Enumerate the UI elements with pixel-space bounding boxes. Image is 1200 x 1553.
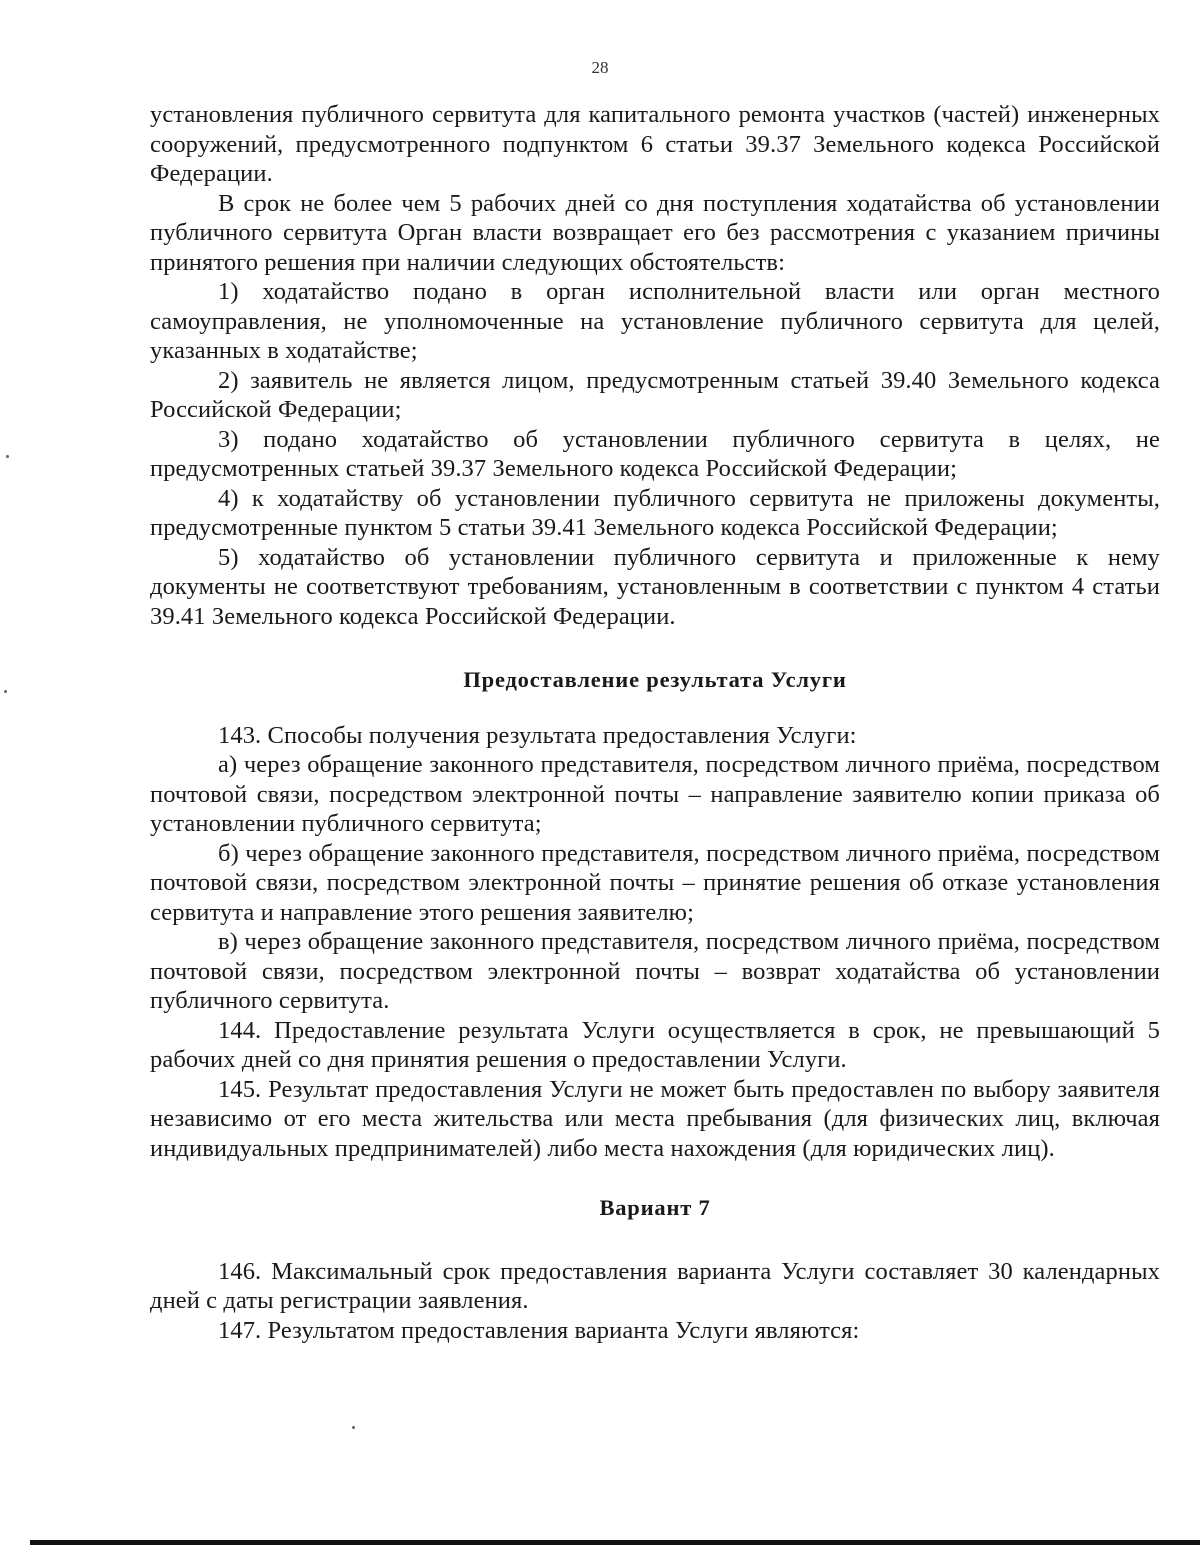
scan-speck: [4, 690, 7, 693]
paragraph: 4) к ходатайству об установлении публичного сервитута не приложены документы, предусмотренные пунктом 5 статьи 39.41 Земельного кодекса Российской Федерации;: [150, 484, 1160, 541]
paragraph: 143. Способы получения результата предоставления Услуги:: [218, 721, 857, 749]
paragraph: 147. Результатом предоставления варианта Услуги являются:: [218, 1316, 860, 1344]
paragraph: в) через обращение законного представителя, посредством личного приёма, посредством почтовой связи, посредством электронной почты – возврат ходатайства об установлении публичного сервитута.: [150, 928, 1160, 1014]
page-number: 28: [591, 58, 609, 77]
paragraph: 1) ходатайство подано в орган исполнительной власти или орган местного самоуправления, не уполномоченные на установление публичного сервитута для целей, указанных в ходатайстве;: [150, 278, 1160, 364]
document-body: [150, 100, 1160, 1345]
paragraph: 144. Предоставление результата Услуги осуществляется в срок, не превышающий 5 рабочих дней со дня принятия решения о предоставлении Услуги.: [150, 1016, 1160, 1073]
paragraph: б) через обращение законного представителя, посредством личного приёма, посредством почтовой связи, посредством электронной почты – принятие решения об отказе установления сервитута и направление этого решения заявителю;: [150, 839, 1160, 926]
paragraph: 5) ходатайство об установлении публичного сервитута и приложенные к нему документы не соответствуют требованиям, установленным в соответствии с пунктом 4 статьи 39.41 Земельного кодекса Российской Федерации.: [150, 543, 1160, 630]
paragraph-group-top: [150, 100, 1160, 631]
paragraph-group-middle: [150, 721, 1160, 1164]
scan-speck: [6, 455, 9, 458]
paragraph: 3) подано ходатайство об установлении публичного сервитута в целях, не предусмотренных статьей 39.37 Земельного кодекса Российской Федерации;: [150, 425, 1160, 482]
paragraph: 145. Результат предоставления Услуги не может быть предоставлен по выбору заявителя независимо от его места жительства или места пребывания (для физических лиц, включая индивидуальных предпринимателей) либо места нахождения (для юридических лиц).: [150, 1075, 1160, 1162]
section-heading-variant: Вариант 7: [599, 1195, 711, 1220]
paragraph-group-bottom: [150, 1257, 1160, 1346]
section-heading-result: Предоставление результата Услуги: [463, 667, 847, 692]
scan-speck: [352, 1426, 355, 1429]
paragraph: 2) заявитель не является лицом, предусмотренным статьей 39.40 Земельного кодекса Российской Федерации;: [150, 366, 1160, 423]
paragraph: В срок не более чем 5 рабочих дней со дня поступления ходатайства об установлении публичного сервитута Орган власти возвращает его без рассмотрения с указанием причины принятого решения при наличии следующих обстоятельств:: [150, 189, 1160, 276]
paragraph: 146. Максимальный срок предоставления варианта Услуги составляет 30 календарных дней с даты регистрации заявления.: [150, 1257, 1160, 1314]
paragraph: установления публичного сервитута для капитального ремонта участков (частей) инженерных сооружений, предусмотренного подпунктом 6 статьи 39.37 Земельного кодекса Российской Федерации.: [150, 101, 1160, 187]
paragraph: а) через обращение законного представителя, посредством личного приёма, посредством почтовой связи, посредством электронной почты – направление заявителю копии приказа об установлении публичного сервитута;: [150, 751, 1160, 837]
scan-edge-rule: [30, 1540, 1200, 1545]
